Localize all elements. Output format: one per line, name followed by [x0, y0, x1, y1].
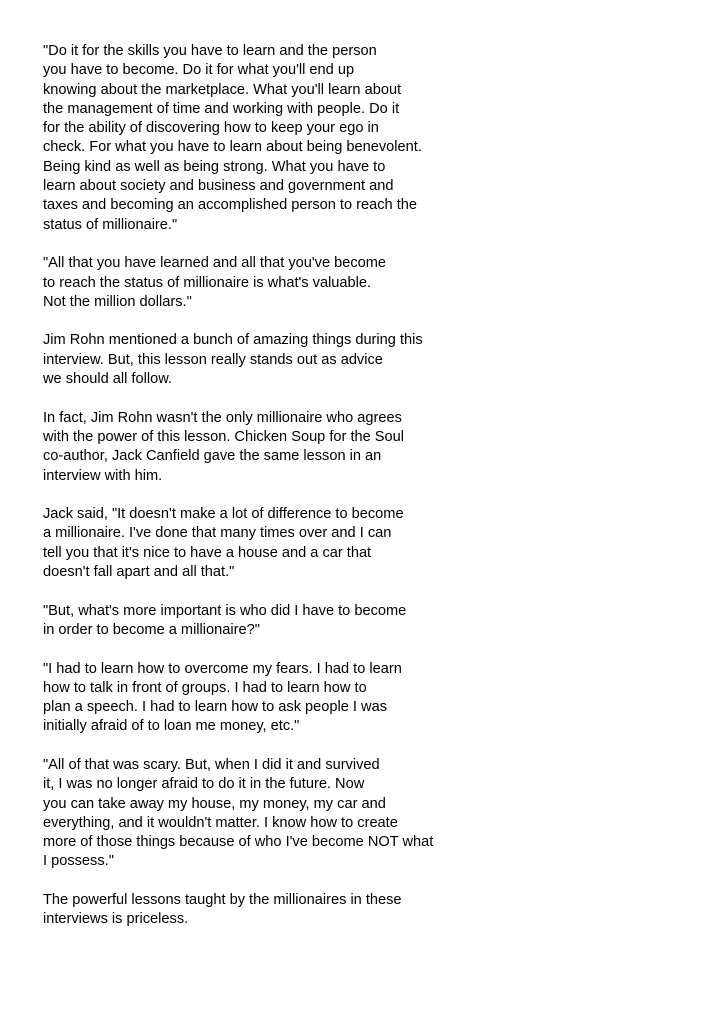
text-line: "Do it for the skills you have to learn and the person [43, 43, 377, 59]
text-line: with the power of this lesson. Chicken Soup for the Soul [43, 428, 404, 445]
text-line: co-author, Jack Canfield gave the same lesson in an [43, 448, 382, 465]
text-line: plan a speech. I had to learn how to ask people I was [43, 699, 387, 716]
text-line: "But, what's more important is who did I have to become [43, 602, 407, 619]
text-line: doesn't fall apart and all that." [43, 564, 235, 581]
paragraph [43, 756, 703, 872]
text-line: check. For what you have to learn about being benevolent. [43, 139, 422, 156]
text-line: "All of that was scary. But, when I did it and survived [43, 756, 380, 773]
text-line: status of millionaire." [43, 216, 178, 233]
text-line: "I had to learn how to overcome my fears. I had to learn [43, 660, 402, 677]
text-line: initially afraid of to loan me money, etc." [43, 718, 300, 735]
text-line: Being kind as well as being strong. What you have to [43, 158, 386, 175]
text-line: knowing about the marketplace. What you'll learn about [43, 81, 402, 98]
text-line: a millionaire. I've done that many times over and I can [43, 525, 392, 542]
text-line: learn about society and business and government and [43, 178, 394, 195]
text-line: Not the million dollars." [43, 293, 192, 310]
text-line: Jack said, "It doesn't make a lot of difference to become [43, 506, 404, 523]
paragraph [43, 602, 703, 641]
paragraph [43, 42, 703, 235]
paragraph [43, 660, 703, 737]
text-line: the management of time and working with people. Do it [43, 100, 400, 117]
text-line: everything, and it wouldn't matter. I know how to create [43, 814, 398, 831]
text-line: how to talk in front of groups. I had to learn how to [43, 679, 367, 696]
text-line: interviews is priceless. [43, 911, 189, 928]
paragraph [43, 254, 703, 312]
text-line: you have to become. Do it for what you'll end up [43, 62, 355, 79]
paragraph [43, 409, 703, 486]
text-line: for the ability of discovering how to keep your ego in [43, 120, 379, 137]
text-line: Jim Rohn mentioned a bunch of amazing things during this [43, 332, 423, 349]
text-line: taxes and becoming an accomplished person to reach the [43, 197, 417, 214]
paragraph [43, 331, 703, 389]
text-line: interview. But, this lesson really stands out as advice [43, 351, 383, 368]
text-line: to reach the status of millionaire is what's valuable. [43, 274, 372, 291]
paragraph [43, 505, 703, 582]
text-line: it, I was no longer afraid to do it in the future. Now [43, 776, 365, 793]
text-line: "All that you have learned and all that you've become [43, 255, 387, 272]
text-line: you can take away my house, my money, my car and [43, 795, 386, 812]
text-line: interview with him. [43, 467, 163, 484]
text-line: tell you that it's nice to have a house and a car that [43, 544, 372, 561]
text-line: The powerful lessons taught by the millionaires in these [43, 892, 402, 909]
paragraph [43, 891, 703, 930]
text-line: we should all follow. [43, 371, 172, 388]
document-body [43, 42, 703, 949]
text-line: In fact, Jim Rohn wasn't the only millionaire who agrees [43, 409, 402, 426]
text-line: in order to become a millionaire?" [43, 621, 260, 638]
text-line: I possess." [43, 853, 114, 870]
text-line: more of those things because of who I've become NOT what [43, 834, 434, 851]
